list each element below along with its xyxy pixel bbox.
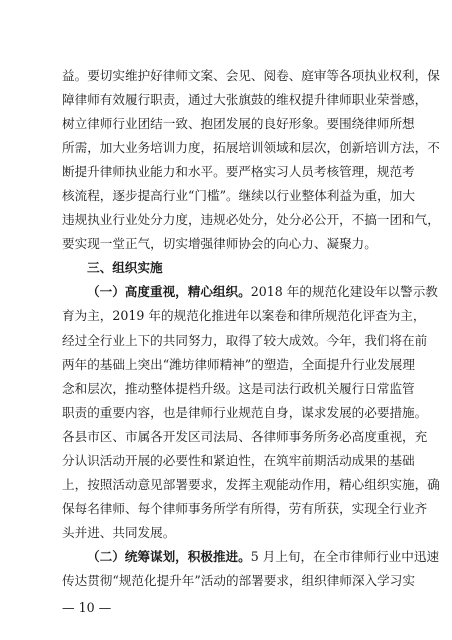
paragraph-line: 育为主，2019 年的规范化推进年以案卷和律所规范化评查为主， — [62, 308, 426, 324]
section-heading: 三、组织实施 — [87, 260, 163, 276]
page-number: — 10 — — [62, 600, 112, 615]
paragraph-line: 两年的基础上突出“潍坊律师精神”的塑造，全面提升行业发展理 — [62, 356, 415, 372]
paragraph-line — [62, 280, 438, 304]
paragraph-line: 要实现一堂正气，切实增强律师协会的向心力、凝聚力。 — [62, 236, 377, 252]
item-lead: （二）统筹谋划，积极推进。 — [87, 548, 251, 564]
paragraph-line — [62, 545, 440, 569]
paragraph-line: 断提升律师执业能力和水平。要严格实习人员考核管理，规范考 — [62, 164, 415, 180]
paragraph-line: 所需，加大业务培训力度，拓展培训领域和层次，创新培训方法，不 — [62, 140, 440, 156]
paragraph-line: 核流程，逐步提高行业“门槛”。继续以行业整体利益为重，加大 — [62, 188, 415, 204]
paragraph-line: 保每名律师、每个律师事务所学有所得，劳有所获，实现全行业齐 — [62, 500, 428, 516]
paragraph-line: 益。要切实维护好律师文案、会见、阅卷、庭审等各项执业权利，保 — [62, 68, 440, 83]
paragraph-line: 各县市区、市属各开发区司法局、各律师事务所务必高度重视，充 — [62, 428, 428, 444]
paragraph-line: 障律师有效履行职责，通过大张旗鼓的维权提升律师职业荣誉感， — [62, 92, 428, 108]
paragraph-line: 头并进、共同发展。 — [62, 524, 176, 540]
paragraph-line: 树立律师行业团结一致、抱团发展的良好形象。要围绕律师所想 — [62, 116, 415, 132]
paragraph-line: 经过全行业上下的共同努力，取得了较大成效。今年，我们将在前 — [62, 332, 428, 348]
item-lead: （一）高度重视，精心组织。 — [87, 284, 251, 300]
item-text: 2018 年的规范化建设年以警示教 — [250, 284, 438, 300]
body-text — [62, 64, 440, 593]
paragraph-line: 违规执业行业处分力度，违规必处分，处分必公开，不搞一团和气， — [62, 212, 440, 228]
paragraph-line: 职责的重要内容，也是律师行业规范自身，谋求发展的必要措施。 — [62, 404, 428, 420]
paragraph-line: 上，按照活动意见部署要求，发挥主观能动作用，精心组织实施，确 — [62, 476, 440, 492]
item-text: 5 月上旬，在全市律师行业中迅速 — [250, 548, 440, 564]
paragraph-line: 传达贯彻“规范化提升年”活动的部署要求，组织律师深入学习实 — [62, 572, 415, 588]
paragraph-line: 念和层次，推动整体提档升级。这是司法行政机关履行日常监管 — [62, 380, 415, 396]
paragraph-line: 分认识活动开展的必要性和紧迫性，在筑牢前期活动成果的基础 — [62, 452, 415, 468]
